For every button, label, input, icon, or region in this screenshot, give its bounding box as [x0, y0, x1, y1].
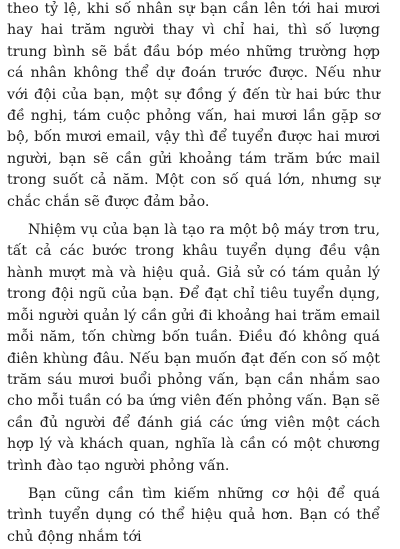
paragraph-3: Bạn cũng cần tìm kiếm những cơ hội để quá trình tuyển dụng có thể hiệu quả hơn. Bạn có thể chủ động nhắm tới: [7, 485, 380, 545]
paragraph-2: Nhiệm vụ của bạn là tạo ra một bộ máy trơn tru, tất cả các bước trong khâu tuyển dụng đều vận hành mượt mà và hiệu quả. Giả sử có tám quản lý trong đội ngũ của bạn. Để đạt chỉ tiêu tuyển dụng, mỗi người quản lý cần gửi đi khoảng hai trăm email mỗi năm, tốn chừng bốn tuần. Điều đó không quá điên khùng đâu. Nếu bạn muốn đạt đến con số một trăm sáu mươi buổi phỏng vấn, bạn cần nhắm sao cho mỗi tuần có ba ứng viên đến phỏng vấn. Bạn sẽ cần đủ người để đánh giá các ứng viên một cách hợp lý và khách quan, nghĩa là cần có một chương trình đào tạo người phỏng vấn.: [7, 222, 380, 474]
paragraph-1: theo tỷ lệ, khi số nhân sự bạn cần lên tới hai mươi hay hai trăm người thay vì chỉ hai, thì số lượng trung bình sẽ bắt đầu bóp méo những trường hợp cá nhân không thể dự đoán trước được. Nếu như với đội của bạn, một sự đồng ý đến từ hai bức thư đề nghị, tám cuộc phỏng vấn, hai mươi lần gặp sơ bộ, bốn mươi email, vậy thì để tuyển được hai mươi người, bạn sẽ cần gửi khoảng tám trăm bức mail trong suốt cả năm. Một con số quá lớn, nhưng sự chắc chắn sẽ được đảm bảo.: [7, 1, 380, 210]
